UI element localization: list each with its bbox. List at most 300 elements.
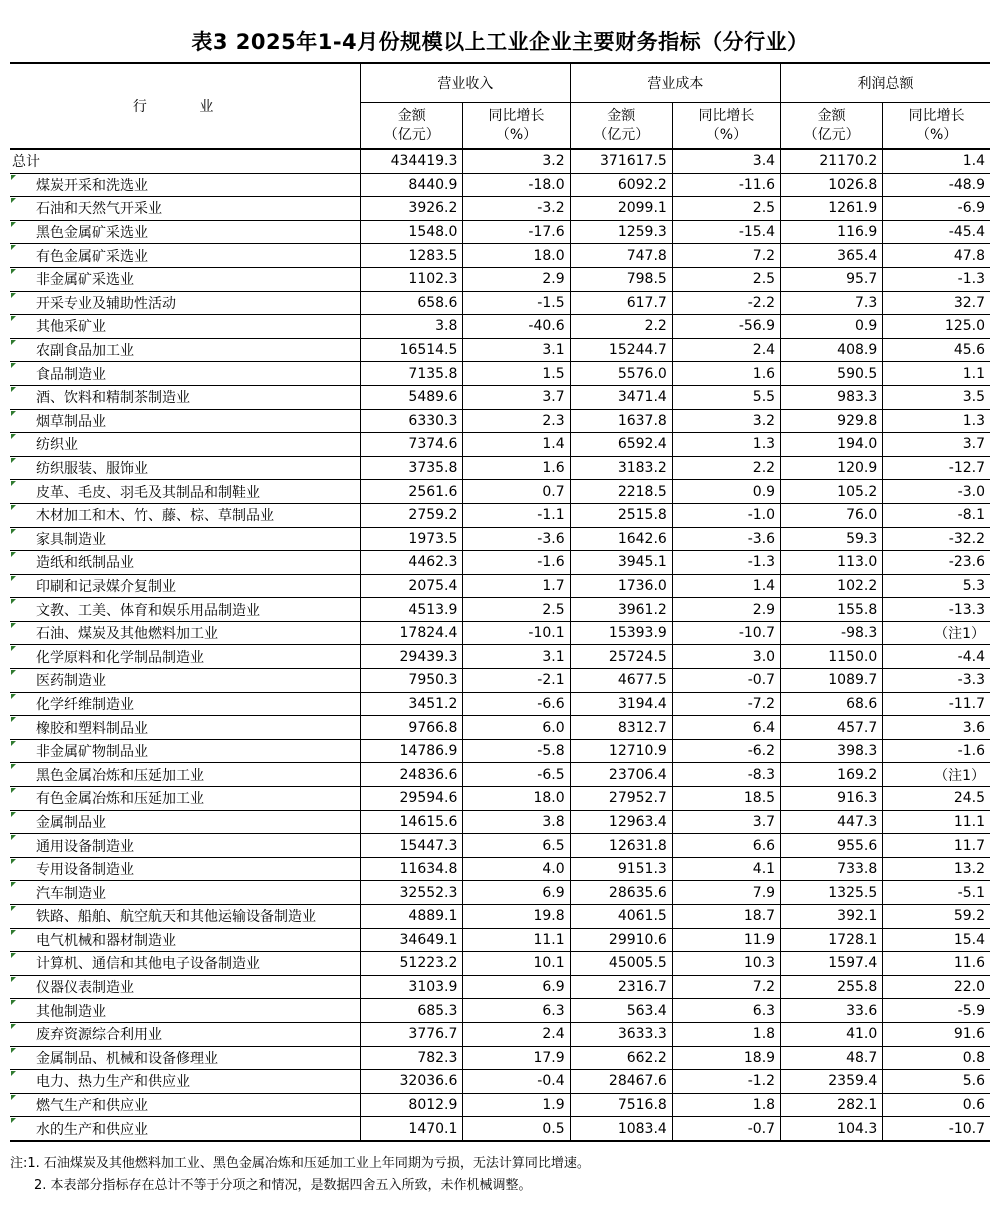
industry-name: 纺织服装、服饰业	[10, 456, 361, 480]
industry-name: 专用设备制造业	[10, 857, 361, 881]
growth-cell: 125.0	[883, 315, 990, 339]
amount-cell: 398.3	[781, 739, 883, 763]
growth-cell: 7.2	[672, 975, 780, 999]
growth-cell: 6.9	[463, 881, 570, 905]
amount-cell: 447.3	[781, 810, 883, 834]
growth-cell: -11.7	[883, 692, 990, 716]
growth-cell: 2.5	[672, 197, 780, 221]
amount-cell: 798.5	[570, 267, 672, 291]
amount-cell: 34649.1	[361, 928, 463, 952]
amount-cell: 2316.7	[570, 975, 672, 999]
table-row	[10, 763, 990, 787]
industry-name: 水的生产和供应业	[10, 1117, 361, 1141]
cell-marker-icon	[11, 363, 16, 368]
amount-cell: 1470.1	[361, 1117, 463, 1141]
amount-cell: 3926.2	[361, 197, 463, 221]
table-row	[10, 999, 990, 1023]
cell-marker-icon	[11, 906, 16, 911]
amount-cell: 3776.7	[361, 1022, 463, 1046]
growth-cell: 5.3	[883, 574, 990, 598]
industry-name: 金属制品业	[10, 810, 361, 834]
growth-cell: -1.5	[463, 291, 570, 315]
growth-cell: -48.9	[883, 173, 990, 197]
amount-cell: 76.0	[781, 503, 883, 527]
table-row	[10, 409, 990, 433]
amount-cell: 1150.0	[781, 645, 883, 669]
amount-cell: 955.6	[781, 834, 883, 858]
growth-cell: 0.9	[672, 480, 780, 504]
table-row	[10, 669, 990, 693]
amount-cell: 7374.6	[361, 433, 463, 457]
growth-cell: 1.9	[463, 1093, 570, 1117]
growth-cell: -6.6	[463, 692, 570, 716]
amount-cell: 51223.2	[361, 952, 463, 976]
growth-cell: -0.4	[463, 1070, 570, 1094]
amount-cell: 1973.5	[361, 527, 463, 551]
growth-cell: 1.7	[463, 574, 570, 598]
growth-cell: -3.0	[883, 480, 990, 504]
growth-cell: -3.6	[672, 527, 780, 551]
growth-cell: -5.9	[883, 999, 990, 1023]
amount-cell: 32552.3	[361, 881, 463, 905]
table-row	[10, 433, 990, 457]
industry-name: 有色金属矿采选业	[10, 244, 361, 268]
growth-cell: 1.3	[672, 433, 780, 457]
growth-cell: 3.1	[463, 645, 570, 669]
amount-cell: 662.2	[570, 1046, 672, 1070]
growth-cell: 1.3	[883, 409, 990, 433]
amount-cell: 169.2	[781, 763, 883, 787]
cell-marker-icon	[11, 599, 16, 604]
growth-cell: 1.8	[672, 1093, 780, 1117]
amount-cell: 4889.1	[361, 905, 463, 929]
growth-cell: 10.3	[672, 952, 780, 976]
amount-cell: 983.3	[781, 385, 883, 409]
table-row	[10, 1117, 990, 1141]
growth-cell: -2.1	[463, 669, 570, 693]
growth-cell: -1.6	[883, 739, 990, 763]
amount-cell: 4677.5	[570, 669, 672, 693]
amount-cell: 3633.3	[570, 1022, 672, 1046]
industry-name: 总计	[10, 149, 361, 173]
table-row	[10, 1093, 990, 1117]
cell-marker-icon	[11, 835, 16, 840]
table-row	[10, 574, 990, 598]
growth-cell: 3.8	[463, 810, 570, 834]
amount-cell: 255.8	[781, 975, 883, 999]
table-row	[10, 881, 990, 905]
amount-cell: 3945.1	[570, 551, 672, 575]
amount-cell: 747.8	[570, 244, 672, 268]
amount-cell: 2099.1	[570, 197, 672, 221]
growth-cell: 0.7	[463, 480, 570, 504]
growth-cell: -11.6	[672, 173, 780, 197]
footnote-2: 2. 本表部分指标存在总计不等于分项之和情况，是数据四舍五入所致，未作机械调整。	[34, 1178, 532, 1193]
amount-cell: 16514.5	[361, 338, 463, 362]
amount-cell: 371617.5	[570, 149, 672, 173]
cell-marker-icon	[11, 340, 16, 345]
growth-cell: 1.4	[883, 149, 990, 173]
table-row	[10, 857, 990, 881]
amount-cell: 5489.6	[361, 385, 463, 409]
growth-cell: 6.3	[463, 999, 570, 1023]
amount-cell: 194.0	[781, 433, 883, 457]
industry-name: 皮革、毛皮、羽毛及其制品和制鞋业	[10, 480, 361, 504]
amount-cell: 2359.4	[781, 1070, 883, 1094]
amount-cell: 15244.7	[570, 338, 672, 362]
growth-cell: 6.4	[672, 716, 780, 740]
sub-header-amount: 金额 （亿元）	[361, 103, 463, 150]
amount-cell: 7.3	[781, 291, 883, 315]
amount-cell: 11634.8	[361, 857, 463, 881]
table-row	[10, 739, 990, 763]
industry-name: 酒、饮料和精制茶制造业	[10, 385, 361, 409]
table-row	[10, 315, 990, 339]
table-row	[10, 503, 990, 527]
growth-cell: 1.8	[672, 1022, 780, 1046]
growth-cell: -3.3	[883, 669, 990, 693]
growth-cell: 5.6	[883, 1070, 990, 1094]
cell-marker-icon	[11, 717, 16, 722]
table-row	[10, 456, 990, 480]
amount-cell: 365.4	[781, 244, 883, 268]
growth-cell: 17.9	[463, 1046, 570, 1070]
cell-marker-icon	[11, 623, 16, 628]
growth-cell: 18.9	[672, 1046, 780, 1070]
growth-cell: 2.3	[463, 409, 570, 433]
cell-marker-icon	[11, 1095, 16, 1100]
amount-cell: 929.8	[781, 409, 883, 433]
amount-cell: 9766.8	[361, 716, 463, 740]
amount-cell: -98.3	[781, 621, 883, 645]
revenue-header: 营业收入	[361, 63, 570, 103]
cell-marker-icon	[11, 505, 16, 510]
amount-cell: 3471.4	[570, 385, 672, 409]
table-row	[10, 173, 990, 197]
industry-name: 铁路、船舶、航空航天和其他运输设备制造业	[10, 905, 361, 929]
industry-name: 化学纤维制造业	[10, 692, 361, 716]
industry-name: 纺织业	[10, 433, 361, 457]
cell-marker-icon	[11, 1048, 16, 1053]
industry-name: 医药制造业	[10, 669, 361, 693]
amount-cell: 1259.3	[570, 220, 672, 244]
industry-name: 通用设备制造业	[10, 834, 361, 858]
growth-cell: -23.6	[883, 551, 990, 575]
amount-cell: 33.6	[781, 999, 883, 1023]
growth-cell: 0.6	[883, 1093, 990, 1117]
amount-cell: 21170.2	[781, 149, 883, 173]
growth-cell: 2.4	[672, 338, 780, 362]
table-row	[10, 928, 990, 952]
cell-marker-icon	[11, 930, 16, 935]
amount-cell: 29594.6	[361, 787, 463, 811]
amount-cell: 68.6	[781, 692, 883, 716]
industry-name: 黑色金属冶炼和压延加工业	[10, 763, 361, 787]
growth-cell: 6.5	[463, 834, 570, 858]
amount-cell: 28467.6	[570, 1070, 672, 1094]
amount-cell: 24836.6	[361, 763, 463, 787]
growth-cell: -13.3	[883, 598, 990, 622]
growth-cell: 1.4	[672, 574, 780, 598]
growth-cell: 18.7	[672, 905, 780, 929]
cell-marker-icon	[11, 387, 16, 392]
growth-cell: -1.0	[672, 503, 780, 527]
sub-header-amount: 金额 （亿元）	[570, 103, 672, 150]
industry-name: 造纸和纸制品业	[10, 551, 361, 575]
industry-name: 石油、煤炭及其他燃料加工业	[10, 621, 361, 645]
cell-marker-icon	[11, 694, 16, 699]
cell-marker-icon	[11, 859, 16, 864]
industry-name: 黑色金属矿采选业	[10, 220, 361, 244]
cell-marker-icon	[11, 222, 16, 227]
table-row	[10, 810, 990, 834]
growth-cell: 11.6	[883, 952, 990, 976]
amount-cell: 434419.3	[361, 149, 463, 173]
cell-marker-icon	[11, 529, 16, 534]
growth-cell: -8.1	[883, 503, 990, 527]
growth-cell: 45.6	[883, 338, 990, 362]
growth-cell: 18.0	[463, 787, 570, 811]
growth-cell: 6.0	[463, 716, 570, 740]
growth-cell: 1.6	[463, 456, 570, 480]
profit-header: 利润总额	[781, 63, 990, 103]
amount-cell: 95.7	[781, 267, 883, 291]
growth-cell: -1.6	[463, 551, 570, 575]
growth-cell: 3.1	[463, 338, 570, 362]
growth-cell: -40.6	[463, 315, 570, 339]
amount-cell: 59.3	[781, 527, 883, 551]
growth-cell: 19.8	[463, 905, 570, 929]
amount-cell: 29439.3	[361, 645, 463, 669]
cell-marker-icon	[11, 269, 16, 274]
cell-marker-icon	[11, 576, 16, 581]
amount-cell: 2515.8	[570, 503, 672, 527]
amount-cell: 29910.6	[570, 928, 672, 952]
growth-cell: -0.7	[672, 669, 780, 693]
growth-cell: 7.2	[672, 244, 780, 268]
industry-name: 煤炭开采和洗选业	[10, 173, 361, 197]
amount-cell: 392.1	[781, 905, 883, 929]
amount-cell: 32036.6	[361, 1070, 463, 1094]
industry-name: 其他采矿业	[10, 315, 361, 339]
table-row	[10, 362, 990, 386]
cell-marker-icon	[11, 646, 16, 651]
growth-cell: 1.6	[672, 362, 780, 386]
growth-cell: 6.6	[672, 834, 780, 858]
footnote-1: 注:1. 石油煤炭及其他燃料加工业、黑色金属冶炼和压延加工业上年同期为亏损，无法计算同比增速。	[10, 1156, 590, 1171]
growth-cell: -32.2	[883, 527, 990, 551]
amount-cell: 3183.2	[570, 456, 672, 480]
table-row	[10, 385, 990, 409]
growth-cell: -10.7	[883, 1117, 990, 1141]
amount-cell: 48.7	[781, 1046, 883, 1070]
cell-marker-icon	[11, 953, 16, 958]
growth-cell: 22.0	[883, 975, 990, 999]
growth-cell: -8.3	[672, 763, 780, 787]
amount-cell: 1642.6	[570, 527, 672, 551]
growth-cell: -6.5	[463, 763, 570, 787]
table-row	[10, 621, 990, 645]
table-row	[10, 1046, 990, 1070]
growth-cell: 15.4	[883, 928, 990, 952]
amount-cell: 1026.8	[781, 173, 883, 197]
amount-cell: 28635.6	[570, 881, 672, 905]
growth-cell: -45.4	[883, 220, 990, 244]
table-header	[10, 63, 990, 149]
growth-cell: -12.7	[883, 456, 990, 480]
growth-cell: 2.9	[672, 598, 780, 622]
amount-cell: 14786.9	[361, 739, 463, 763]
industry-name: 文教、工美、体育和娱乐用品制造业	[10, 598, 361, 622]
table-row	[10, 716, 990, 740]
growth-cell: -10.7	[672, 621, 780, 645]
growth-cell: -5.1	[883, 881, 990, 905]
cell-marker-icon	[11, 1118, 16, 1123]
amount-cell: 2075.4	[361, 574, 463, 598]
cell-marker-icon	[11, 411, 16, 416]
growth-cell: -17.6	[463, 220, 570, 244]
industry-name: 农副食品加工业	[10, 338, 361, 362]
amount-cell: 3961.2	[570, 598, 672, 622]
amount-cell: 1597.4	[781, 952, 883, 976]
table-row	[10, 338, 990, 362]
sub-header-growth: 同比增长 （%）	[463, 103, 570, 150]
growth-cell: -5.8	[463, 739, 570, 763]
amount-cell: 2561.6	[361, 480, 463, 504]
amount-cell: 2.2	[570, 315, 672, 339]
amount-cell: 685.3	[361, 999, 463, 1023]
amount-cell: 408.9	[781, 338, 883, 362]
industry-name: 化学原料和化学制品制造业	[10, 645, 361, 669]
financial-table	[10, 62, 990, 1142]
amount-cell: 782.3	[361, 1046, 463, 1070]
cell-marker-icon	[11, 316, 16, 321]
industry-name: 橡胶和塑料制品业	[10, 716, 361, 740]
table-row	[10, 834, 990, 858]
growth-cell: 5.5	[672, 385, 780, 409]
cell-marker-icon	[11, 788, 16, 793]
amount-cell: 7135.8	[361, 362, 463, 386]
amount-cell: 1637.8	[570, 409, 672, 433]
industry-name: 其他制造业	[10, 999, 361, 1023]
growth-cell: 2.5	[672, 267, 780, 291]
amount-cell: 658.6	[361, 291, 463, 315]
amount-cell: 155.8	[781, 598, 883, 622]
amount-cell: 457.7	[781, 716, 883, 740]
table-row	[10, 598, 990, 622]
amount-cell: 8012.9	[361, 1093, 463, 1117]
growth-cell: 11.7	[883, 834, 990, 858]
table-row	[10, 1022, 990, 1046]
amount-cell: 5576.0	[570, 362, 672, 386]
amount-cell: 3451.2	[361, 692, 463, 716]
industry-name: 非金属矿物制品业	[10, 739, 361, 763]
cell-marker-icon	[11, 764, 16, 769]
table-row	[10, 291, 990, 315]
growth-cell: 7.9	[672, 881, 780, 905]
growth-cell: -3.2	[463, 197, 570, 221]
cell-marker-icon	[11, 552, 16, 557]
amount-cell: 1548.0	[361, 220, 463, 244]
amount-cell: 733.8	[781, 857, 883, 881]
amount-cell: 6592.4	[570, 433, 672, 457]
table-row	[10, 692, 990, 716]
growth-cell: 6.3	[672, 999, 780, 1023]
total-row	[10, 149, 990, 173]
growth-cell: （注1）	[883, 621, 990, 645]
sub-header-amount: 金额 （亿元）	[781, 103, 883, 150]
growth-cell: 1.1	[883, 362, 990, 386]
growth-cell: -1.3	[672, 551, 780, 575]
industry-name: 电气机械和器材制造业	[10, 928, 361, 952]
amount-cell: 45005.5	[570, 952, 672, 976]
growth-cell: 3.7	[883, 433, 990, 457]
amount-cell: 0.9	[781, 315, 883, 339]
cell-marker-icon	[11, 741, 16, 746]
growth-cell: 4.0	[463, 857, 570, 881]
growth-cell: 6.9	[463, 975, 570, 999]
amount-cell: 3735.8	[361, 456, 463, 480]
industry-name: 废弃资源综合利用业	[10, 1022, 361, 1046]
growth-cell: -0.7	[672, 1117, 780, 1141]
amount-cell: 15447.3	[361, 834, 463, 858]
amount-cell: 916.3	[781, 787, 883, 811]
amount-cell: 2759.2	[361, 503, 463, 527]
amount-cell: 7516.8	[570, 1093, 672, 1117]
amount-cell: 590.5	[781, 362, 883, 386]
amount-cell: 6330.3	[361, 409, 463, 433]
cell-marker-icon	[11, 1000, 16, 1005]
growth-cell: -4.4	[883, 645, 990, 669]
growth-cell: 32.7	[883, 291, 990, 315]
growth-cell: 91.6	[883, 1022, 990, 1046]
growth-cell: 0.8	[883, 1046, 990, 1070]
amount-cell: 23706.4	[570, 763, 672, 787]
growth-cell: -56.9	[672, 315, 780, 339]
growth-cell: 2.9	[463, 267, 570, 291]
growth-cell: -15.4	[672, 220, 780, 244]
amount-cell: 1728.1	[781, 928, 883, 952]
cell-marker-icon	[11, 434, 16, 439]
growth-cell: 3.4	[672, 149, 780, 173]
amount-cell: 3194.4	[570, 692, 672, 716]
growth-cell: 59.2	[883, 905, 990, 929]
growth-cell: 2.5	[463, 598, 570, 622]
growth-cell: 0.5	[463, 1117, 570, 1141]
cell-marker-icon	[11, 245, 16, 250]
industry-name: 燃气生产和供应业	[10, 1093, 361, 1117]
industry-header: 行 业	[10, 63, 361, 149]
industry-name: 仪器仪表制造业	[10, 975, 361, 999]
growth-cell: 4.1	[672, 857, 780, 881]
table-row	[10, 527, 990, 551]
growth-cell: 1.4	[463, 433, 570, 457]
industry-name: 印刷和记录媒介复制业	[10, 574, 361, 598]
growth-cell: 2.2	[672, 456, 780, 480]
growth-cell: 10.1	[463, 952, 570, 976]
industry-name: 烟草制品业	[10, 409, 361, 433]
table-body	[10, 149, 990, 1141]
growth-cell: 13.2	[883, 857, 990, 881]
cell-marker-icon	[11, 175, 16, 180]
amount-cell: 4513.9	[361, 598, 463, 622]
growth-cell: 11.1	[883, 810, 990, 834]
sub-header-growth: 同比增长 （%）	[883, 103, 990, 150]
table-row	[10, 1070, 990, 1094]
amount-cell: 15393.9	[570, 621, 672, 645]
cell-marker-icon	[11, 882, 16, 887]
industry-name: 木材加工和木、竹、藤、棕、草制品业	[10, 503, 361, 527]
